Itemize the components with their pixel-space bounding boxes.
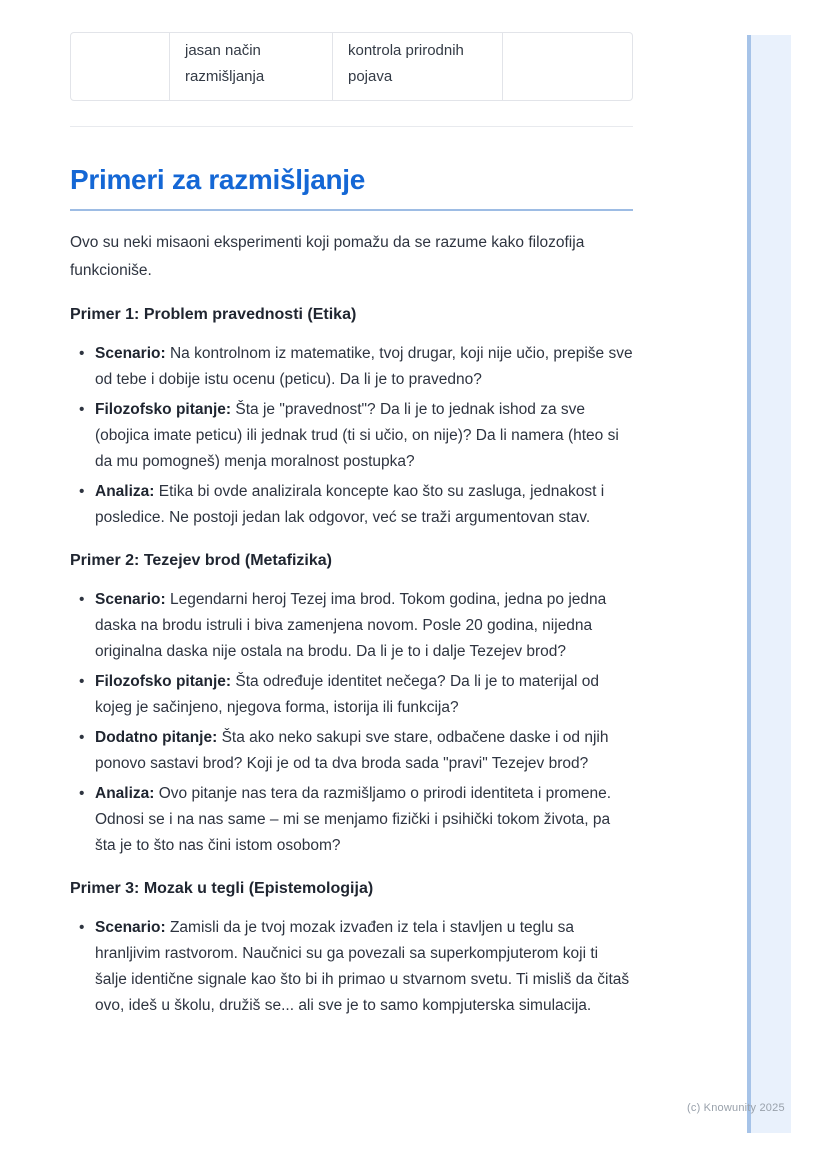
- table-cell: kontrola prirodnih pojava: [333, 32, 503, 101]
- list-item: [70, 669, 633, 721]
- example-2-bullets: [70, 587, 633, 859]
- example-1-heading: Primer 1: Problem pravednosti (Etika): [70, 306, 357, 323]
- list-item: [70, 479, 633, 531]
- example-1-bullets: [70, 341, 633, 531]
- table-row-fragment: [70, 32, 633, 101]
- list-item: [70, 397, 633, 475]
- list-item: [70, 781, 633, 859]
- bullet-label: Dodatno pitanje:: [95, 729, 218, 746]
- list-item: [70, 587, 633, 665]
- bullet-label: Analiza:: [95, 483, 155, 500]
- list-item: [70, 341, 633, 393]
- bullet-text: Šta određuje identitet nečega? Da li je to materijal od kojeg je sačinjeno, njegova forma, istorija ili funkcija?: [95, 673, 599, 716]
- bullet-text: Šta je "pravednost"? Da li je to jednak ishod za sve (obojica imate peticu) ili jednak trud (ti si učio, on nije)? Da li namera (hteo si da mu pomogneš) menja moralnost postupka?: [95, 401, 619, 470]
- bullet-text: Ovo pitanje nas tera da razmišljamo o prirodi identiteta i promene. Odnosi se i na nas same – mi se menjamo fizički i psihički tokom života, pa šta je to što nas čini istom osobom?: [95, 785, 612, 854]
- table-cell: jasan način razmišljanja: [170, 32, 333, 101]
- watermark: (c) Knowunity 2025: [687, 1102, 785, 1114]
- bullet-label: Filozofsko pitanje:: [95, 673, 232, 690]
- page-title: Primeri za razmišljanje: [70, 163, 633, 211]
- bullet-label: Filozofsko pitanje:: [95, 401, 232, 418]
- example-3-heading: Primer 3: Mozak u tegli (Epistemologija): [70, 880, 374, 897]
- example-3-bullets: [70, 915, 633, 1019]
- page-edge-strip: [747, 35, 791, 1133]
- section-divider: [70, 126, 633, 127]
- document-content: [70, 0, 633, 1023]
- bullet-text: Šta ako neko sakupi sve stare, odbačene daske i od njih ponovo sastavi brod? Koji je od ta dva broda sada "pravi" Tezejev brod?: [95, 729, 609, 772]
- bullet-text: Etika bi ovde analizirala koncepte kao što su zasluga, jednakost i posledice. Ne postoji jedan lak odgovor, već se traži argumentovan stav.: [95, 483, 605, 526]
- intro-paragraph: Ovo su neki misaoni eksperimenti koji pomažu da se razume kako filozofija funkcioniše.: [70, 234, 585, 279]
- bullet-text: Zamisli da je tvoj mozak izvađen iz tela i stavljen u teglu sa hranljivim rastvorom. Naučnici su ga povezali sa superkompjuterom koji ti šalje identične signale kao što bi ih primao u stvarnom svetu. Ti misliš da čitaš ovo, ideš u školu, družiš se... ali sve je to samo kompjuterska simulacija.: [95, 919, 630, 1014]
- bullet-text: Na kontrolnom iz matematike, tvoj drugar, koji nije učio, prepiše sve od tebe i dobije istu ocenu (peticu). Da li je to pravedno?: [95, 345, 633, 388]
- bullet-label: Scenario:: [95, 591, 166, 608]
- table-cell: [70, 32, 170, 101]
- bullet-text: Legendarni heroj Tezej ima brod. Tokom godina, jedna po jedna daska na brodu istruli i biva zamenjena novom. Posle 20 godina, nijedna originalna daska nije ostala na brodu. Da li je to i dalje Tezejev brod?: [95, 591, 607, 660]
- bullet-label: Scenario:: [95, 919, 166, 936]
- list-item: [70, 725, 633, 777]
- example-2-heading: Primer 2: Tezejev brod (Metafizika): [70, 552, 332, 569]
- bullet-label: Scenario:: [95, 345, 166, 362]
- bullet-label: Analiza:: [95, 785, 155, 802]
- table-cell: [503, 32, 633, 101]
- list-item: [70, 915, 633, 1019]
